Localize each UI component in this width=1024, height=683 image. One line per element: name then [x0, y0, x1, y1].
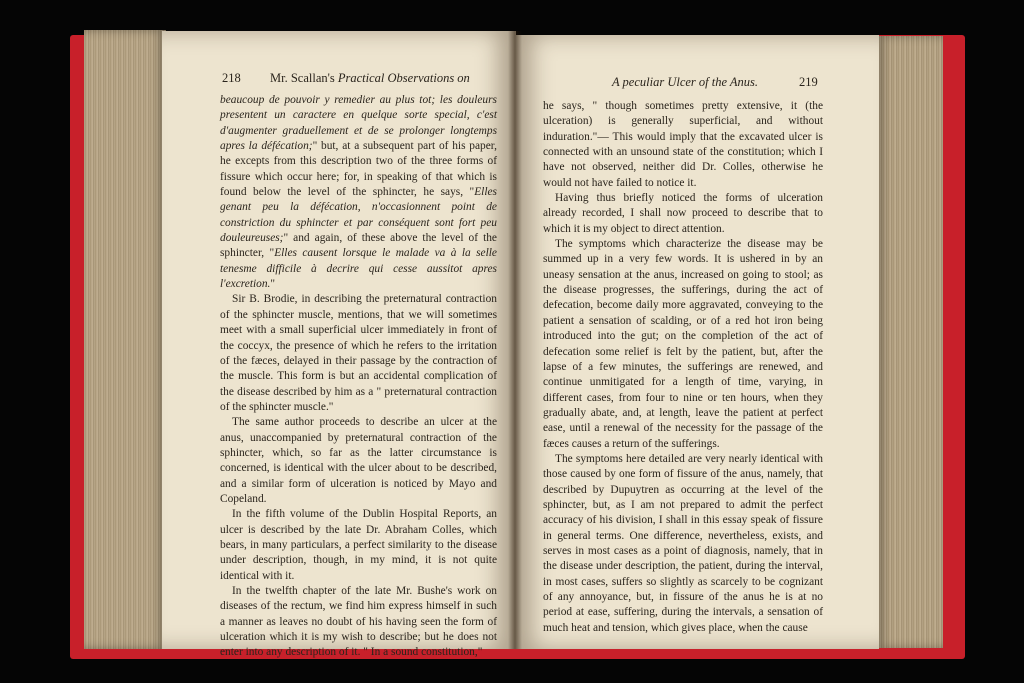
right-page-text: [543, 99, 823, 634]
right-running-title: A peculiar Ulcer of the Anus.: [612, 75, 759, 89]
left-paragraph-1: beaucoup de pouvoir y remedier au plus tot; les douleurs presentent un caractere en quelque sorte special, c'est d'augmenter graduellement et de se prolonger longtemps apres la défécation;" but, at a subsequent part of his paper, he excepts from this description two of the three forms of fissure which occur here; for, in speaking of that which is found below the level of the sphincter, he says, "Elles genant peu la défécation, n'occasionnent point de constriction du sphincter et par conséquent sont fort peu douleureuses;" and again, of these above the level of the sphincter, "Elles causent lorsque le malade va à la selle tenesme difficile à decrire qui cesse aussitot apres l'excretion.": [220, 94, 497, 291]
right-paragraph-2: Having thus briefly noticed the forms of ulceration already recorded, I shall now proceed to describe that to which it is my object to direct attention.: [543, 192, 823, 235]
left-page: [162, 31, 516, 659]
right-page: [514, 35, 879, 649]
right-paragraph-1: he says, " though sometimes pretty extensive, it (the ulceration) is generally superficial, and without induration."— This would imply that the excavated ulcer is connected with an unsound state of the constitution; which I have not observed, neither did Dr. Colles, otherwise he would not have failed to notice it.: [543, 100, 823, 189]
left-paragraph-4: In the fifth volume of the Dublin Hospital Reports, an ulcer is described by the late Dr. Abraham Colles, which bears, in many particulars, a perfect similarity to the disease under description, though, in my mind, it is not quite identical with it.: [220, 508, 497, 582]
right-page-number: 219: [799, 75, 818, 89]
left-paragraph-2: Sir B. Brodie, in describing the preternatural contraction of the sphincter muscle, mentions, that we will sometimes meet with a small superficial ulcer immediately in front of the coccyx, the presence of which he refers to the irritation of the fæces, delayed in their passage by the contraction of the muscle. This form is but an accidental complication of the disease described by him as a " preternatural contraction of the sphincter muscle.": [220, 293, 497, 413]
left-running-head: [162, 71, 516, 87]
right-running-head: [514, 75, 879, 91]
right-paragraph-3: The symptoms which characterize the disease may be summed up in a very few words. It is ushered in by an uneasy sensation at the anus, increased on going to stool; as the disease progresses, the sufferings, during the act of defecation, become daily more aggravated, conveying to the patient a sensation of scalding, or of a red hot iron being introduced into the gut; on the completion of the act of defecation some relief is felt by the patient, but, after the lapse of a few minutes, the sufferings are renewed, and continue unmitigated for a length of time, varying, in different cases, from four to nine or ten hours, when they gradually abate, and, at length, leave the patient at perfect ease, until a renewal of the necessity for the passage of the fæces causes a return of the sufferings.: [543, 238, 823, 450]
page-edges-left: [84, 30, 166, 649]
left-page-number: 218: [222, 71, 241, 85]
right-paragraph-4: The symptoms here detailed are very nearly identical with those caused by one form of fissure of the anus, namely, that described by Dupuytren as occurring at the level of the sphincter, but, as I am not prepared to admit the perfect accuracy of his division, I shall in this essay speak of fissure in general terms. One difference, nevertheless, exists, and serves in most cases as a point of diagnosis, namely, that in the disease under description, the patient, during the interval, in most cases, suffers so slightly as scarcely to be cognizant of any annoyance, but, in fissure of the anus he is at no period at ease, suffering, during the intervals, a sensation of much heat and tension, which gives place, when the cause: [543, 452, 823, 634]
left-running-title: Mr. Scallan's Practical Observations on: [270, 71, 470, 85]
left-page-text: [220, 93, 497, 659]
left-paragraph-5: In the twelfth chapter of the late Mr. Bushe's work on diseases of the rectum, we find him express himself in such a manner as leaves no doubt of his having seen the form of ulceration which it is my wish to describe; but he does not enter into any description of it. " In a sound constitution,": [220, 585, 497, 659]
left-paragraph-3: The same author proceeds to describe an ulcer at the anus, unaccompanied by preternatural contraction of the sphincter, which, so far as the latter circumstance is concerned, is identical with the ulcer about to be described, and a similar form of ulceration is noticed by Mayo and Copeland.: [220, 416, 497, 505]
book-gutter: [508, 31, 522, 649]
page-edges-right: [877, 36, 943, 648]
